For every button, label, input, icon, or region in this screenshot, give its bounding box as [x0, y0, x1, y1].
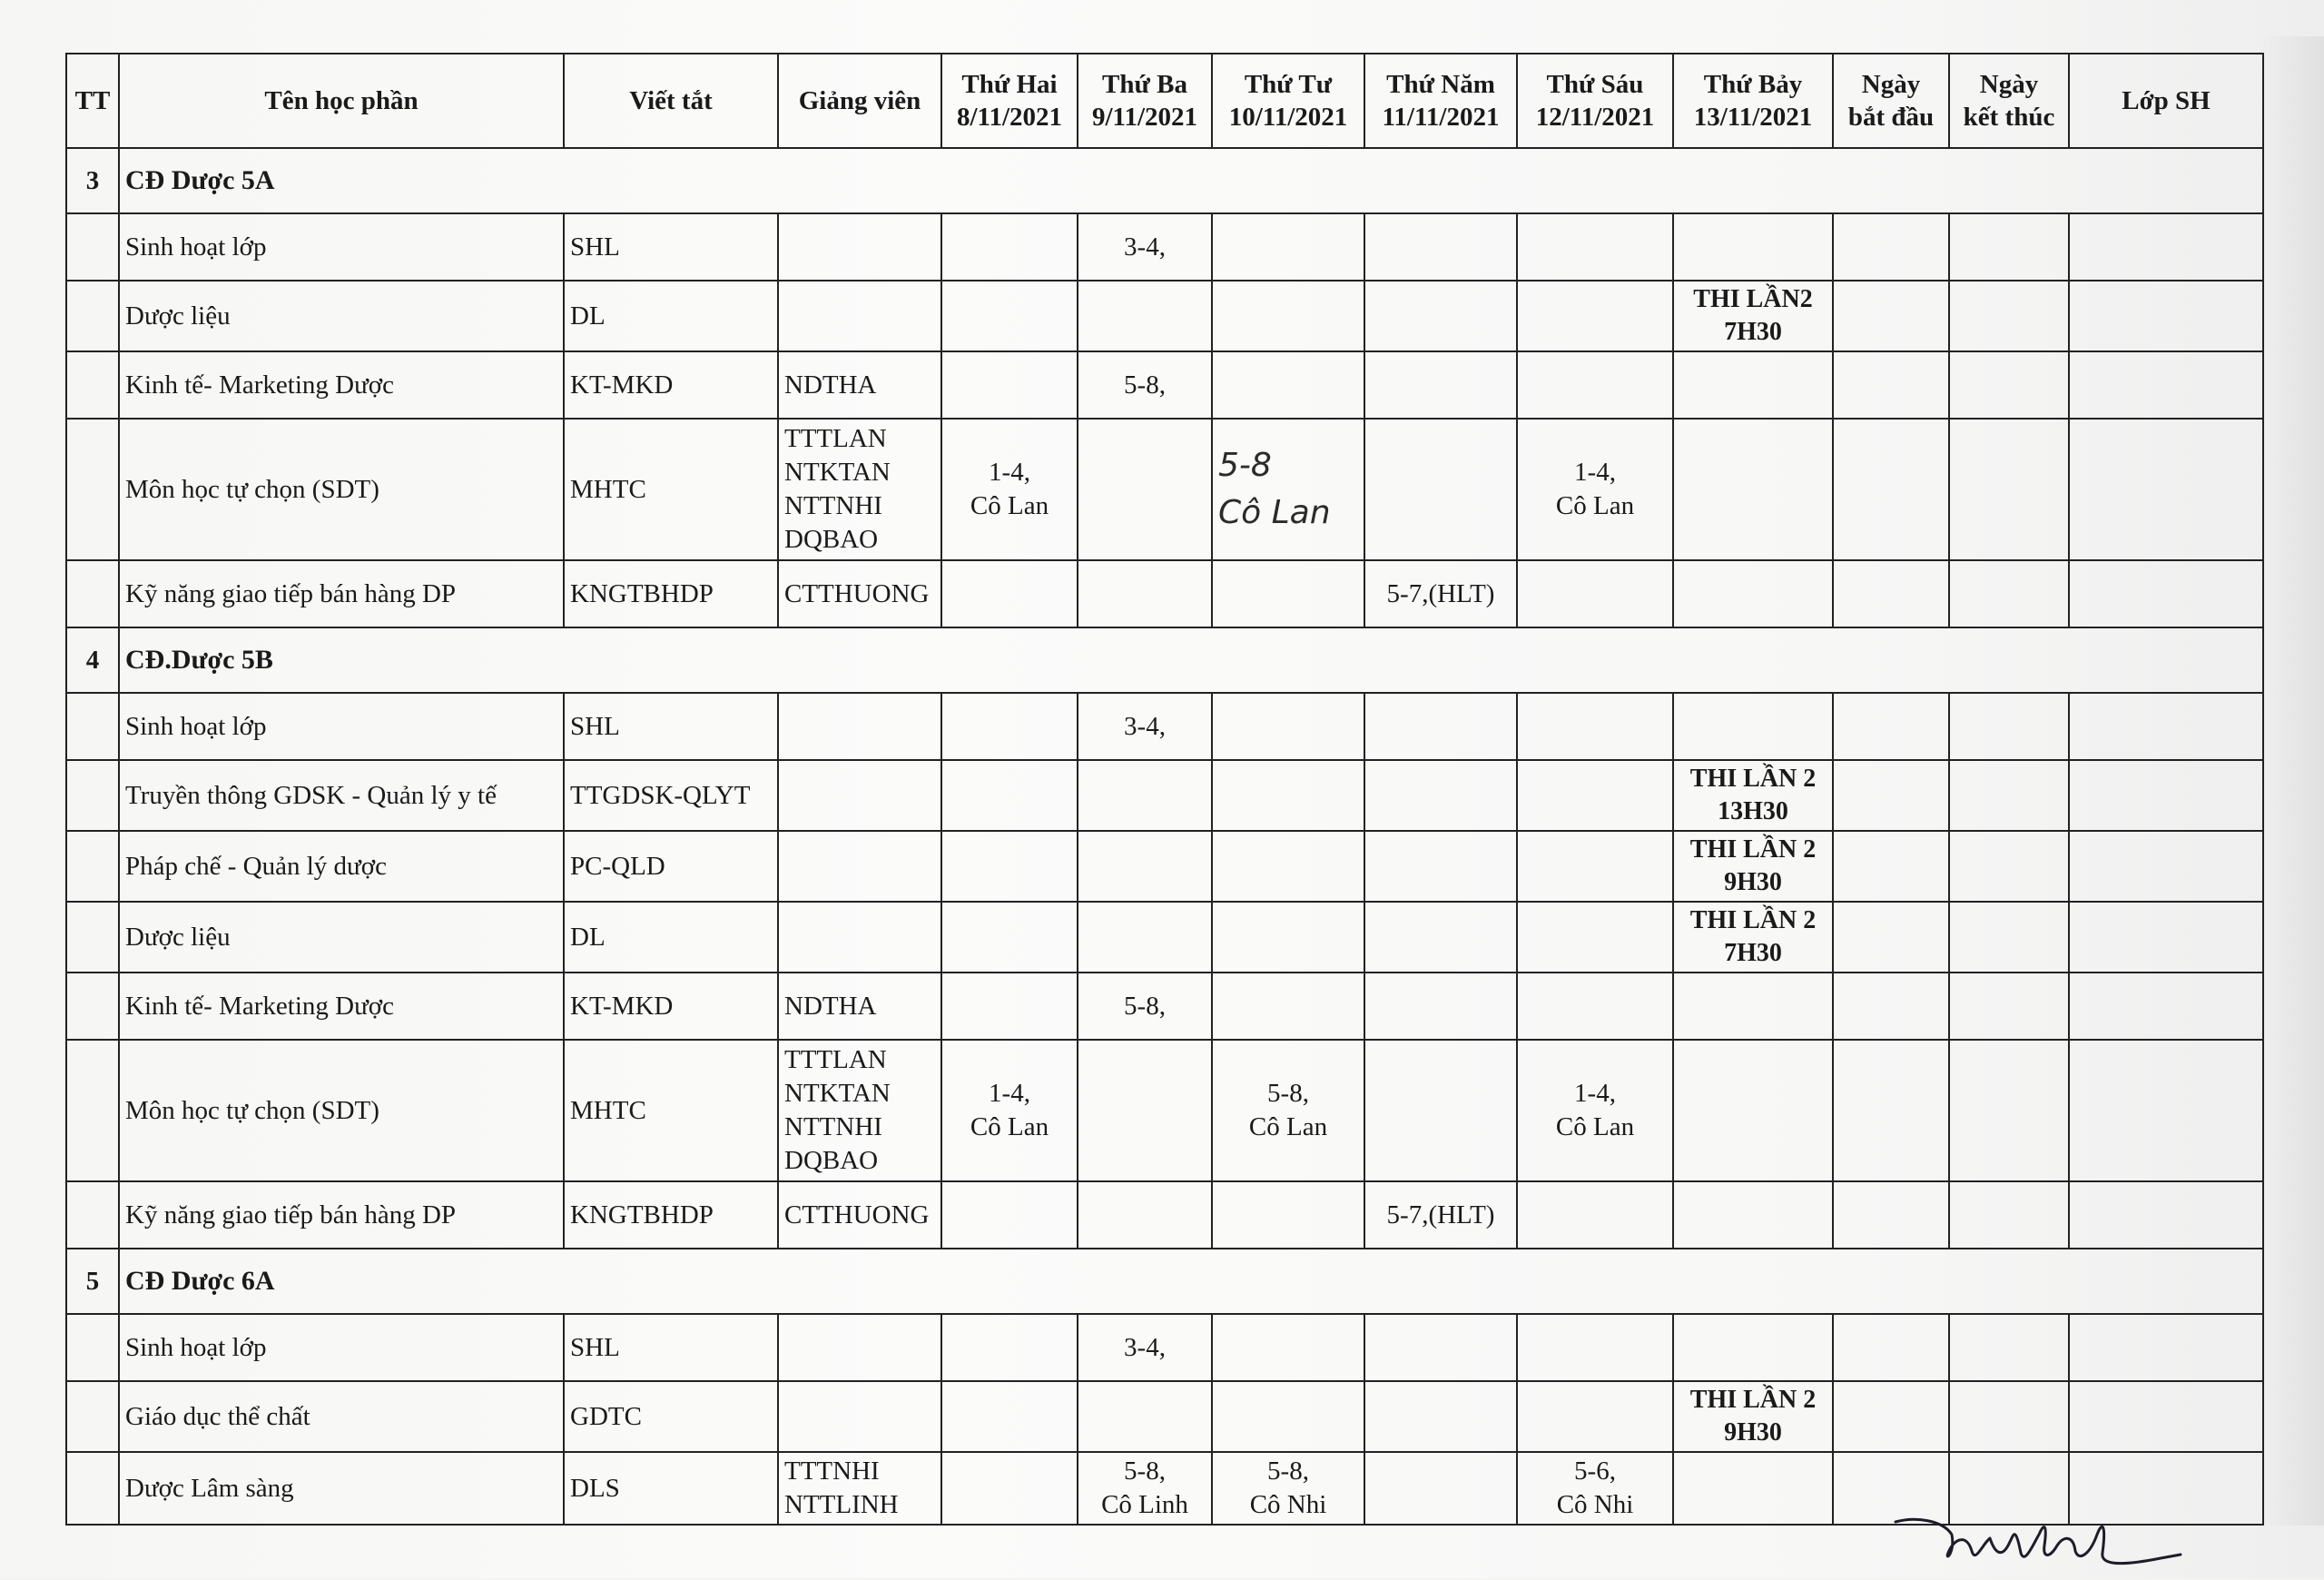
header-wednesday: Thứ Tư 10/11/2021 — [1212, 54, 1364, 148]
end-date-cell — [1949, 213, 2069, 281]
schedule-cell-thursday — [1364, 351, 1517, 419]
schedule-cell-saturday — [1673, 351, 1833, 419]
teacher-codes — [778, 281, 941, 351]
row-number-cell — [66, 902, 119, 973]
schedule-cell-tuesday — [1078, 760, 1212, 831]
subject-abbreviation: KNGTBHDP — [564, 560, 778, 627]
schedule-cell-monday: 1-4, Cô Lan — [941, 1040, 1078, 1181]
start-date-cell — [1833, 831, 1949, 902]
row-number-cell — [66, 1181, 119, 1249]
start-date-cell — [1833, 1314, 1949, 1381]
header-tuesday: Thứ Ba 9/11/2021 — [1078, 54, 1212, 148]
subject-name: Giáo dục thể chất — [119, 1381, 564, 1452]
start-date-cell — [1833, 1040, 1949, 1181]
schedule-cell-wednesday: 5-8 Cô Lan — [1212, 419, 1364, 560]
header-end-date: Ngày kết thúc — [1949, 54, 2069, 148]
header-saturday: Thứ Bảy 13/11/2021 — [1673, 54, 1833, 148]
schedule-cell-friday: 5-6, Cô Nhi — [1517, 1452, 1673, 1525]
class-cell — [2069, 1381, 2263, 1452]
schedule-cell-friday — [1517, 1181, 1673, 1249]
subject-name: Dược Lâm sàng — [119, 1452, 564, 1525]
end-date-cell — [1949, 831, 2069, 902]
schedule-cell-monday — [941, 1314, 1078, 1381]
class-cell — [2069, 693, 2263, 760]
schedule-cell-friday — [1517, 973, 1673, 1040]
schedule-cell-wednesday: 5-8, Cô Lan — [1212, 1040, 1364, 1181]
schedule-cell-friday — [1517, 831, 1673, 902]
class-cell — [2069, 973, 2263, 1040]
schedule-cell-tuesday — [1078, 1040, 1212, 1181]
class-cell — [2069, 351, 2263, 419]
schedule-cell-wednesday — [1212, 973, 1364, 1040]
end-date-cell — [1949, 1381, 2069, 1452]
end-date-cell — [1949, 419, 2069, 560]
schedule-cell-thursday — [1364, 213, 1517, 281]
header-friday: Thứ Sáu 12/11/2021 — [1517, 54, 1673, 148]
subject-abbreviation: MHTC — [564, 419, 778, 560]
schedule-cell-tuesday: 5-8, Cô Linh — [1078, 1452, 1212, 1525]
schedule-cell-wednesday — [1212, 281, 1364, 351]
schedule-cell-saturday — [1673, 560, 1833, 627]
subject-name: Pháp chế - Quản lý dược — [119, 831, 564, 902]
row-number-cell — [66, 213, 119, 281]
schedule-cell-saturday: THI LẦN2 7H30 — [1673, 281, 1833, 351]
header-abbr: Viết tắt — [564, 54, 778, 148]
group-row — [66, 148, 2263, 213]
schedule-cell-wednesday — [1212, 1314, 1364, 1381]
row-number-cell — [66, 831, 119, 902]
schedule-cell-monday — [941, 831, 1078, 902]
group-number: 3 — [66, 148, 119, 213]
schedule-cell-thursday — [1364, 693, 1517, 760]
subject-abbreviation: KT-MKD — [564, 973, 778, 1040]
teacher-codes: TTTLAN NTKTAN NTTNHI DQBAO — [778, 419, 941, 560]
row-number-cell — [66, 1452, 119, 1525]
schedule-cell-tuesday — [1078, 419, 1212, 560]
header-start-date: Ngày bắt đầu — [1833, 54, 1949, 148]
schedule-cell-friday — [1517, 1381, 1673, 1452]
subject-abbreviation: DL — [564, 902, 778, 973]
header-tt: TT — [66, 54, 119, 148]
subject-name: Môn học tự chọn (SDT) — [119, 1040, 564, 1181]
class-cell — [2069, 560, 2263, 627]
schedule-cell-thursday — [1364, 419, 1517, 560]
schedule-cell-friday — [1517, 1314, 1673, 1381]
header-thursday: Thứ Năm 11/11/2021 — [1364, 54, 1517, 148]
class-cell — [2069, 760, 2263, 831]
schedule-cell-tuesday: 5-8, — [1078, 351, 1212, 419]
schedule-cell-saturday: THI LẦN 2 9H30 — [1673, 1381, 1833, 1452]
schedule-cell-friday — [1517, 351, 1673, 419]
teacher-codes — [778, 760, 941, 831]
row-number-cell — [66, 973, 119, 1040]
end-date-cell — [1949, 560, 2069, 627]
row-number-cell — [66, 351, 119, 419]
end-date-cell — [1949, 693, 2069, 760]
schedule-cell-thursday — [1364, 760, 1517, 831]
teacher-codes: NDTHA — [778, 351, 941, 419]
subject-name: Dược liệu — [119, 281, 564, 351]
schedule-cell-friday — [1517, 693, 1673, 760]
teacher-codes: NDTHA — [778, 973, 941, 1040]
teacher-codes — [778, 831, 941, 902]
header-subject: Tên học phần — [119, 54, 564, 148]
schedule-cell-saturday — [1673, 1314, 1833, 1381]
subject-abbreviation: PC-QLD — [564, 831, 778, 902]
schedule-cell-wednesday — [1212, 760, 1364, 831]
group-number: 4 — [66, 627, 119, 693]
class-cell — [2069, 1314, 2263, 1381]
schedule-cell-thursday — [1364, 1381, 1517, 1452]
start-date-cell — [1833, 760, 1949, 831]
schedule-cell-monday — [941, 973, 1078, 1040]
row-number-cell — [66, 760, 119, 831]
schedule-cell-tuesday: 3-4, — [1078, 213, 1212, 281]
teacher-codes — [778, 902, 941, 973]
group-name: CĐ Dược 6A — [119, 1249, 2263, 1314]
table-row — [66, 1181, 2263, 1249]
start-date-cell — [1833, 1381, 1949, 1452]
teacher-codes: CTTHUONG — [778, 1181, 941, 1249]
end-date-cell — [1949, 281, 2069, 351]
schedule-cell-saturday — [1673, 1181, 1833, 1249]
subject-abbreviation: SHL — [564, 693, 778, 760]
header-monday: Thứ Hai 8/11/2021 — [941, 54, 1078, 148]
start-date-cell — [1833, 351, 1949, 419]
subject-name: Kỹ năng giao tiếp bán hàng DP — [119, 560, 564, 627]
subject-abbreviation: DLS — [564, 1452, 778, 1525]
teacher-codes — [778, 1381, 941, 1452]
schedule-cell-monday — [941, 213, 1078, 281]
end-date-cell — [1949, 351, 2069, 419]
end-date-cell — [1949, 902, 2069, 973]
teacher-codes — [778, 1314, 941, 1381]
end-date-cell — [1949, 1314, 2069, 1381]
schedule-cell-saturday: THI LẦN 2 7H30 — [1673, 902, 1833, 973]
schedule-cell-wednesday — [1212, 902, 1364, 973]
schedule-cell-monday — [941, 1452, 1078, 1525]
schedule-cell-monday — [941, 693, 1078, 760]
schedule-cell-monday: 1-4, Cô Lan — [941, 419, 1078, 560]
schedule-cell-tuesday — [1078, 1181, 1212, 1249]
schedule-cell-thursday — [1364, 973, 1517, 1040]
row-number-cell — [66, 1040, 119, 1181]
class-cell — [2069, 419, 2263, 560]
schedule-cell-saturday — [1673, 213, 1833, 281]
end-date-cell — [1949, 1181, 2069, 1249]
row-number-cell — [66, 419, 119, 560]
table-body — [66, 148, 2263, 1525]
schedule-cell-saturday — [1673, 419, 1833, 560]
table-row — [66, 902, 2263, 973]
schedule-cell-friday — [1517, 281, 1673, 351]
subject-name: Truyền thông GDSK - Quản lý y tế — [119, 760, 564, 831]
schedule-cell-thursday — [1364, 1314, 1517, 1381]
table-row — [66, 213, 2263, 281]
table-row — [66, 281, 2263, 351]
header-class: Lớp SH — [2069, 54, 2263, 148]
header-teacher: Giảng viên — [778, 54, 941, 148]
schedule-cell-thursday — [1364, 902, 1517, 973]
teacher-codes: TTTNHI NTTLINH — [778, 1452, 941, 1525]
schedule-cell-tuesday: 5-8, — [1078, 973, 1212, 1040]
start-date-cell — [1833, 693, 1949, 760]
end-date-cell — [1949, 973, 2069, 1040]
subject-name: Kỹ năng giao tiếp bán hàng DP — [119, 1181, 564, 1249]
table-row — [66, 1040, 2263, 1181]
schedule-cell-tuesday — [1078, 1381, 1212, 1452]
schedule-cell-thursday: 5-7,(HLT) — [1364, 1181, 1517, 1249]
schedule-cell-thursday — [1364, 1452, 1517, 1525]
start-date-cell — [1833, 902, 1949, 973]
subject-abbreviation: GDTC — [564, 1381, 778, 1452]
schedule-cell-thursday — [1364, 281, 1517, 351]
start-date-cell — [1833, 973, 1949, 1040]
schedule-cell-monday — [941, 281, 1078, 351]
schedule-cell-friday: 1-4, Cô Lan — [1517, 1040, 1673, 1181]
subject-name: Dược liệu — [119, 902, 564, 973]
class-cell — [2069, 1040, 2263, 1181]
schedule-cell-monday — [941, 351, 1078, 419]
group-name: CĐ.Dược 5B — [119, 627, 2263, 693]
subject-name: Kinh tế- Marketing Dược — [119, 973, 564, 1040]
end-date-cell — [1949, 760, 2069, 831]
schedule-cell-monday — [941, 560, 1078, 627]
row-number-cell — [66, 281, 119, 351]
schedule-cell-wednesday — [1212, 213, 1364, 281]
group-name: CĐ Dược 5A — [119, 148, 2263, 213]
schedule-cell-tuesday: 3-4, — [1078, 693, 1212, 760]
schedule-cell-wednesday — [1212, 1181, 1364, 1249]
table-row — [66, 1314, 2263, 1381]
schedule-cell-tuesday — [1078, 560, 1212, 627]
group-number: 5 — [66, 1249, 119, 1314]
table-row — [66, 760, 2263, 831]
subject-abbreviation: SHL — [564, 1314, 778, 1381]
schedule-cell-wednesday — [1212, 693, 1364, 760]
teacher-codes — [778, 213, 941, 281]
schedule-cell-friday — [1517, 560, 1673, 627]
schedule-cell-tuesday — [1078, 281, 1212, 351]
subject-abbreviation: TTGDSK-QLYT — [564, 760, 778, 831]
schedule-cell-saturday — [1673, 1040, 1833, 1181]
table-row — [66, 693, 2263, 760]
schedule-cell-tuesday — [1078, 831, 1212, 902]
schedule-cell-tuesday: 3-4, — [1078, 1314, 1212, 1381]
schedule-cell-monday — [941, 902, 1078, 973]
schedule-cell-wednesday: 5-8, Cô Nhi — [1212, 1452, 1364, 1525]
table-row — [66, 1381, 2263, 1452]
schedule-cell-wednesday — [1212, 560, 1364, 627]
table-row — [66, 831, 2263, 902]
schedule-cell-saturday — [1673, 973, 1833, 1040]
schedule-table — [65, 53, 2264, 1526]
schedule-cell-thursday — [1364, 1040, 1517, 1181]
subject-abbreviation: SHL — [564, 213, 778, 281]
teacher-codes — [778, 693, 941, 760]
class-cell — [2069, 902, 2263, 973]
subject-abbreviation: KNGTBHDP — [564, 1181, 778, 1249]
class-cell — [2069, 213, 2263, 281]
schedule-cell-wednesday — [1212, 351, 1364, 419]
schedule-cell-monday — [941, 1181, 1078, 1249]
schedule-cell-thursday: 5-7,(HLT) — [1364, 560, 1517, 627]
start-date-cell — [1833, 560, 1949, 627]
schedule-cell-friday — [1517, 760, 1673, 831]
schedule-cell-wednesday — [1212, 1381, 1364, 1452]
row-number-cell — [66, 560, 119, 627]
class-cell — [2069, 1181, 2263, 1249]
table-row — [66, 973, 2263, 1040]
handwritten-signature — [1888, 1498, 2188, 1580]
schedule-cell-saturday — [1673, 1452, 1833, 1525]
row-number-cell — [66, 1314, 119, 1381]
group-row — [66, 1249, 2263, 1314]
subject-abbreviation: KT-MKD — [564, 351, 778, 419]
schedule-cell-saturday: THI LẦN 2 9H30 — [1673, 831, 1833, 902]
start-date-cell — [1833, 213, 1949, 281]
page-edge-shadow — [2260, 36, 2324, 1526]
subject-name: Kinh tế- Marketing Dược — [119, 351, 564, 419]
subject-name: Môn học tự chọn (SDT) — [119, 419, 564, 560]
start-date-cell — [1833, 1181, 1949, 1249]
teacher-codes: TTTLAN NTKTAN NTTNHI DQBAO — [778, 1040, 941, 1181]
row-number-cell — [66, 1381, 119, 1452]
subject-abbreviation: MHTC — [564, 1040, 778, 1181]
schedule-cell-thursday — [1364, 831, 1517, 902]
schedule-cell-saturday: THI LẦN 2 13H30 — [1673, 760, 1833, 831]
table-header — [66, 54, 2263, 148]
subject-name: Sinh hoạt lớp — [119, 1314, 564, 1381]
start-date-cell — [1833, 419, 1949, 560]
schedule-cell-monday — [941, 760, 1078, 831]
schedule-cell-friday — [1517, 213, 1673, 281]
end-date-cell — [1949, 1040, 2069, 1181]
schedule-cell-tuesday — [1078, 902, 1212, 973]
table-row — [66, 419, 2263, 560]
teacher-codes: CTTHUONG — [778, 560, 941, 627]
schedule-cell-monday — [941, 1381, 1078, 1452]
table-row — [66, 560, 2263, 627]
subject-abbreviation: DL — [564, 281, 778, 351]
schedule-cell-friday: 1-4, Cô Lan — [1517, 419, 1673, 560]
row-number-cell — [66, 693, 119, 760]
group-row — [66, 627, 2263, 693]
class-cell — [2069, 831, 2263, 902]
schedule-cell-saturday — [1673, 693, 1833, 760]
start-date-cell — [1833, 281, 1949, 351]
subject-name: Sinh hoạt lớp — [119, 693, 564, 760]
schedule-cell-friday — [1517, 902, 1673, 973]
schedule-cell-wednesday — [1212, 831, 1364, 902]
class-cell — [2069, 281, 2263, 351]
table-row — [66, 351, 2263, 419]
subject-name: Sinh hoạt lớp — [119, 213, 564, 281]
